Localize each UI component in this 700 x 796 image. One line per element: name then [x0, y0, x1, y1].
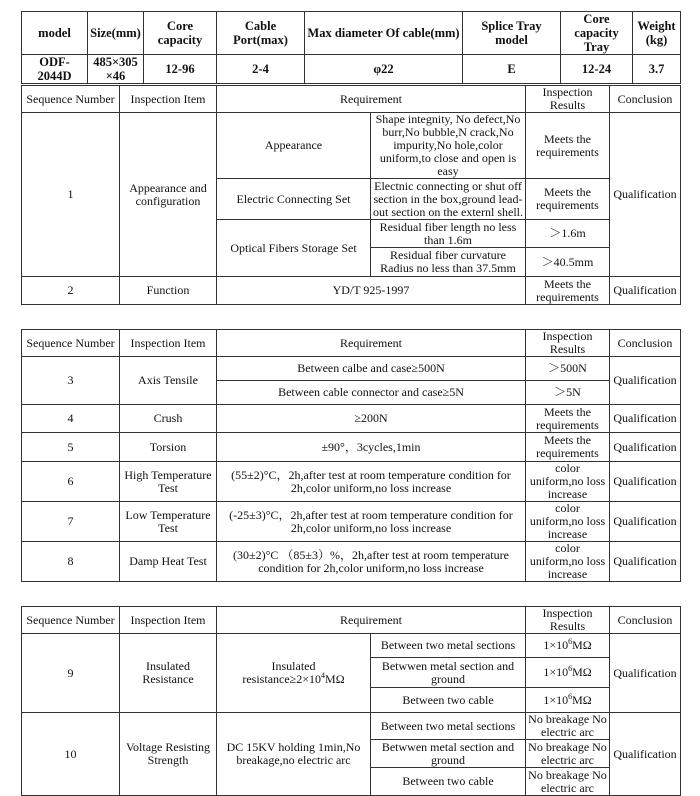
inspection-table — [21, 85, 681, 796]
insulated-sub-metal-sections: Between two metal sections — [371, 634, 526, 658]
item-function: Function — [120, 277, 217, 305]
item-torsion: Torsion — [120, 433, 217, 462]
item-crush: Crush — [120, 405, 217, 433]
header-conclusion: Conclusion — [610, 607, 681, 634]
header-conclusion: Conclusion — [610, 330, 681, 357]
spec-header-core-capacity: Core capacity — [144, 12, 217, 55]
high-temperature-requirement: (55±2)°C，2h,after test at room temperature condition for 2h,color uniform,no loss increase — [217, 462, 526, 502]
high-temperature-result: color uniform,no loss increase — [526, 462, 610, 502]
spec-header-weight: Weight (kg) — [633, 12, 681, 55]
appearance-result: Meets the requirements — [526, 113, 610, 179]
table-row — [22, 634, 681, 658]
damp-heat-requirement: (30±2)°C （85±3）%，2h,after test at room temperature condition for 2h,color uniform,no loss increase — [217, 542, 526, 582]
insulated-sub-two-cable: Between two cable — [371, 688, 526, 713]
seq-7: 7 — [22, 502, 120, 542]
conclusion-10: Qualification — [610, 713, 681, 796]
fiber-radius-requirement: Residual fiber curvature Radius no less than 37.5mm — [371, 248, 526, 277]
table-row — [22, 502, 681, 542]
spec-splice-tray: E — [463, 55, 561, 84]
fiber-radius-result: ＞40.5mm — [526, 248, 610, 277]
spec-size: 485×305 ×46 — [88, 55, 144, 84]
conclusion-3: Qualification — [610, 357, 681, 405]
item-low-temperature: Low Temperature Test — [120, 502, 217, 542]
voltage-sub-metal-sections: Between two metal sections — [371, 713, 526, 740]
function-result: Meets the requirements — [526, 277, 610, 305]
conclusion-6: Qualification — [610, 462, 681, 502]
insulated-result: $1\times 10^6M\Omega$ — [526, 634, 610, 658]
seq-9: 9 — [22, 634, 120, 713]
conclusion-8: Qualification — [610, 542, 681, 582]
insulated-result: $1\times 10^6M\Omega$ — [526, 688, 610, 713]
section-spacer — [22, 582, 681, 607]
header-sequence: Sequence Number — [22, 607, 120, 634]
spec-header-core-capacity-tray: Core capacity Tray — [561, 12, 633, 55]
spec-cable-port: 2-4 — [217, 55, 305, 84]
conclusion-9: Qualification — [610, 634, 681, 713]
seq-8: 8 — [22, 542, 120, 582]
header-requirement: Requirement — [217, 86, 526, 113]
conclusion-2: Qualification — [610, 277, 681, 305]
fiber-length-result: ＞1.6m — [526, 220, 610, 248]
spec-header-size: Size(mm) — [88, 12, 144, 55]
insulated-sub-metal-ground: Betwwen metal section and ground — [371, 658, 526, 688]
table-row — [22, 542, 681, 582]
table-row — [22, 277, 681, 305]
section1-header-row — [22, 86, 681, 113]
electric-requirement: Electnic connecting or shut off section in the box,ground lead-out section on the externl shell. — [371, 179, 526, 220]
conclusion-4: Qualification — [610, 405, 681, 433]
tensile-case-result: ＞500N — [526, 357, 610, 381]
header-requirement: Requirement — [217, 607, 526, 634]
seq-1: 1 — [22, 113, 120, 277]
section3-header-row — [22, 607, 681, 634]
seq-10: 10 — [22, 713, 120, 796]
item-damp-heat: Damp Heat Test — [120, 542, 217, 582]
spec-weight: 3.7 — [633, 55, 681, 84]
header-inspection-item: Inspection Item — [120, 330, 217, 357]
spec-header-max-diameter: Max diameter Of cable(mm) — [305, 12, 463, 55]
sub-item-appearance: Appearance — [217, 113, 371, 179]
table-row — [22, 357, 681, 381]
spec-max-diameter: φ22 — [305, 55, 463, 84]
appearance-requirement: Shape integnity, No defect,No burr,No bubble,N crack,No impurity,No hole,color uniform,to close and open is easy — [371, 113, 526, 179]
header-inspection-item: Inspection Item — [120, 86, 217, 113]
spec-header-splice-tray: Splice Tray model — [463, 12, 561, 55]
insulated-requirement: Insulated $resistance\ge 2\times 10^4M\Omega$ — [217, 634, 371, 713]
tensile-case-requirement: Between calbe and case≥500N — [217, 357, 526, 381]
table-row — [22, 713, 681, 740]
table-row — [22, 405, 681, 433]
seq-3: 3 — [22, 357, 120, 405]
spec-header-model: model — [22, 12, 88, 55]
spec-model: ODF-2044D — [22, 55, 88, 84]
spec-table — [21, 11, 681, 84]
header-results: Inspection Results — [526, 607, 610, 634]
section-spacer — [22, 305, 681, 330]
table-row — [22, 113, 681, 179]
section2-header-row — [22, 330, 681, 357]
seq-4: 4 — [22, 405, 120, 433]
item-appearance-configuration: Appearance and configuration — [120, 113, 217, 277]
low-temperature-requirement: (-25±3)°C，2h,after test at room temperature condition for 2h,color uniform,no loss increase — [217, 502, 526, 542]
header-results: Inspection Results — [526, 330, 610, 357]
spec-header-row — [22, 12, 681, 55]
torsion-requirement: ±90°，3cycles,1min — [217, 433, 526, 462]
spec-core-capacity-tray: 12-24 — [561, 55, 633, 84]
voltage-result: No breakage No electric arc — [526, 740, 610, 768]
spec-value-row — [22, 55, 681, 84]
spec-header-cable-port: Cable Port(max) — [217, 12, 305, 55]
item-axis-tensile: Axis Tensile — [120, 357, 217, 405]
spec-core-capacity: 12-96 — [144, 55, 217, 84]
conclusion-5: Qualification — [610, 433, 681, 462]
voltage-sub-two-cable: Between two cable — [371, 768, 526, 796]
header-requirement: Requirement — [217, 330, 526, 357]
voltage-result: No breakage No electric arc — [526, 713, 610, 740]
crush-requirement: ≥200N — [217, 405, 526, 433]
fiber-length-requirement: Residual fiber length no less than 1.6m — [371, 220, 526, 248]
seq-5: 5 — [22, 433, 120, 462]
conclusion-1: Qualification — [610, 113, 681, 277]
tensile-connector-requirement: Between cable connector and case≥5N — [217, 381, 526, 405]
seq-2: 2 — [22, 277, 120, 305]
tensile-connector-result: ＞5N — [526, 381, 610, 405]
conclusion-7: Qualification — [610, 502, 681, 542]
header-results: Inspection Results — [526, 86, 610, 113]
damp-heat-result: color uniform,no loss increase — [526, 542, 610, 582]
low-temperature-result: color uniform,no loss increase — [526, 502, 610, 542]
electric-result: Meets the requirements — [526, 179, 610, 220]
table-row — [22, 462, 681, 502]
crush-result: Meets the requirements — [526, 405, 610, 433]
voltage-sub-metal-ground: Betwwen metal section and ground — [371, 740, 526, 768]
item-voltage-resisting: Voltage Resisting Strength — [120, 713, 217, 796]
insulated-result: $1\times 10^6M\Omega$ — [526, 658, 610, 688]
sub-item-electric-connecting: Electric Connecting Set — [217, 179, 371, 220]
seq-6: 6 — [22, 462, 120, 502]
torsion-result: Meets the requirements — [526, 433, 610, 462]
header-sequence: Sequence Number — [22, 330, 120, 357]
function-requirement: YD/T 925-1997 — [217, 277, 526, 305]
item-high-temperature: High Temperature Test — [120, 462, 217, 502]
table-row — [22, 433, 681, 462]
voltage-requirement: DC 15KV holding 1min,No breakage,no electric arc — [217, 713, 371, 796]
item-insulated-resistance: Insulated Resistance — [120, 634, 217, 713]
header-inspection-item: Inspection Item — [120, 607, 217, 634]
sub-item-fiber-storage: Optical Fibers Storage Set — [217, 220, 371, 277]
header-conclusion: Conclusion — [610, 86, 681, 113]
header-sequence: Sequence Number — [22, 86, 120, 113]
voltage-result: No breakage No electric arc — [526, 768, 610, 796]
